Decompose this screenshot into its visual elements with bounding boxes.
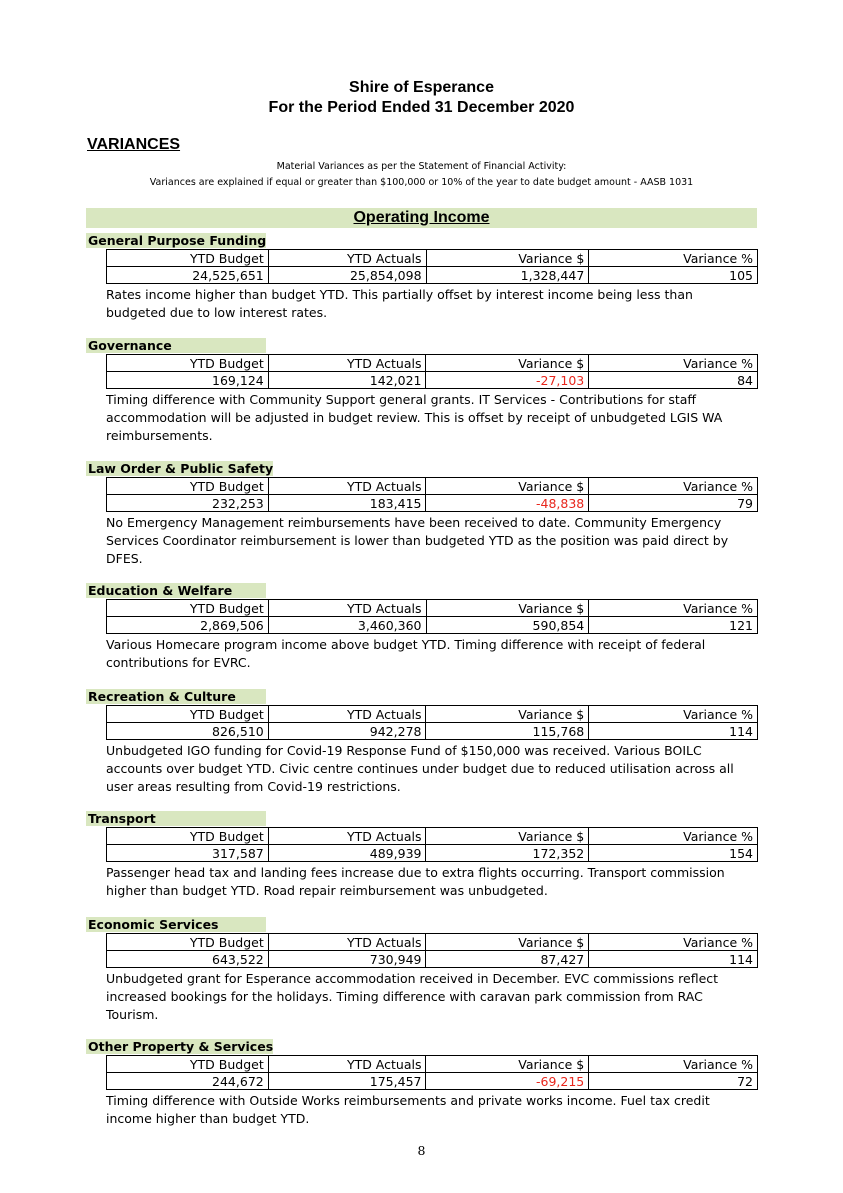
ytd-actuals-header: YTD Actuals [268,934,426,951]
ytd-budget-header: YTD Budget [107,934,269,951]
ytd-actuals-value: 175,457 [268,1073,426,1090]
variance-table [106,249,758,284]
variance-amount-header: Variance $ [426,478,589,495]
variance-amount-value: -69,215 [426,1073,589,1090]
ytd-budget-header: YTD Budget [107,250,269,267]
variances-heading: VARIANCES [87,136,181,153]
variance-table [106,933,758,968]
section-title: Recreation & Culture [86,689,266,704]
variance-amount-value: -48,838 [426,495,589,512]
ytd-actuals-value: 942,278 [268,723,426,740]
variance-amount-value: 590,854 [426,617,589,634]
table-header-row [107,828,758,845]
report-period: For the Period Ended 31 December 2020 [268,99,575,116]
variance-comment: Timing difference with Community Support general grants. IT Services - Contributions for staff accommodation will be adjusted in budget review. This is offset by receipt of unbudgeted LGIS WA reimbursements. [106,392,723,443]
variance-percent-value: 105 [589,267,758,284]
variance-percent-header: Variance % [589,1056,758,1073]
variance-percent-header: Variance % [589,706,758,723]
ytd-budget-value: 244,672 [107,1073,269,1090]
ytd-budget-header: YTD Budget [107,600,269,617]
ytd-budget-header: YTD Budget [107,478,269,495]
ytd-budget-value: 24,525,651 [107,267,269,284]
ytd-actuals-value: 25,854,098 [268,267,426,284]
table-header-row [107,478,758,495]
variance-amount-header: Variance $ [426,355,589,372]
table-row [107,845,758,862]
ytd-budget-value: 232,253 [107,495,269,512]
variance-comment: Unbudgeted grant for Esperance accommodation received in December. EVC commissions reflect increased bookings for the holidays. Timing difference with caravan park commission from RAC Tourism. [106,971,719,1022]
page-number: 8 [417,1143,426,1158]
variance-amount-value: 1,328,447 [426,267,589,284]
variance-comment: No Emergency Management reimbursements have been received to date. Community Emergency Services Coordinator reimbursement is lower than budgeted YTD as the position was paid direct by DFES. [106,515,729,566]
variance-comment: Rates income higher than budget YTD. This partially offset by interest income being less than budgeted due to low interest rates. [106,287,693,320]
variance-percent-value: 114 [589,723,758,740]
variance-section [86,580,758,672]
variance-percent-header: Variance % [589,250,758,267]
variance-amount-header: Variance $ [426,706,589,723]
table-row [107,372,758,389]
table-row [107,1073,758,1090]
section-title: Other Property & Services [88,1039,274,1054]
section-title: General Purpose Funding [88,233,267,248]
variance-amount-header: Variance $ [426,828,589,845]
table-row [107,617,758,634]
section-title: Transport [86,811,266,826]
variance-percent-value: 84 [589,372,758,389]
variance-percent-header: Variance % [589,934,758,951]
variance-section [86,458,758,568]
variance-percent-value: 114 [589,951,758,968]
table-row [107,267,758,284]
variance-section [86,1036,758,1128]
variance-table [106,827,758,862]
variance-amount-value: -27,103 [426,372,589,389]
ytd-actuals-header: YTD Actuals [268,478,426,495]
table-header-row [107,250,758,267]
variance-percent-header: Variance % [589,600,758,617]
variance-amount-header: Variance $ [426,600,589,617]
variance-amount-value: 172,352 [426,845,589,862]
ytd-actuals-header: YTD Actuals [268,600,426,617]
ytd-budget-value: 826,510 [107,723,269,740]
variance-section [86,230,758,322]
section-title: Law Order & Public Safety [88,461,274,476]
ytd-actuals-value: 183,415 [268,495,426,512]
section-title: Education & Welfare [86,583,266,598]
table-header-row [107,934,758,951]
variance-threshold-note: Variances are explained if equal or greater than $100,000 or 10% of the year to date budget amount - AASB 1031 [149,177,694,188]
ytd-actuals-value: 142,021 [268,372,426,389]
ytd-actuals-header: YTD Actuals [268,706,426,723]
variance-table [106,599,758,634]
variance-section [86,808,758,900]
ytd-budget-header: YTD Budget [107,828,269,845]
variance-percent-value: 72 [589,1073,758,1090]
operating-income-banner [86,208,757,228]
ytd-budget-header: YTD Budget [107,706,269,723]
variance-table [106,354,758,389]
ytd-budget-header: YTD Budget [107,355,269,372]
table-header-row [107,706,758,723]
variance-amount-value: 115,768 [426,723,589,740]
variance-table [106,705,758,740]
operating-income-heading: Operating Income [353,209,490,226]
variance-percent-header: Variance % [589,355,758,372]
variance-amount-header: Variance $ [426,934,589,951]
variance-percent-value: 121 [589,617,758,634]
table-row [107,951,758,968]
section-title: Economic Services [86,917,266,932]
ytd-actuals-value: 730,949 [268,951,426,968]
variance-comment: Various Homecare program income above budget YTD. Timing difference with receipt of federal contributions for EVRC. [106,637,706,670]
ytd-actuals-header: YTD Actuals [268,250,426,267]
variance-amount-header: Variance $ [426,250,589,267]
variance-percent-value: 154 [589,845,758,862]
report-header [0,78,843,118]
variance-section [86,914,758,1024]
variance-comment: Unbudgeted IGO funding for Covid-19 Response Fund of $150,000 was received. Various BOILC accounts over budget YTD. Civic centre continues under budget due to reduced utilisation across all user areas resulting from Covid-19 restrictions. [106,743,734,794]
ytd-actuals-header: YTD Actuals [268,1056,426,1073]
table-row [107,495,758,512]
variance-percent-header: Variance % [589,828,758,845]
ytd-actuals-header: YTD Actuals [268,828,426,845]
ytd-budget-header: YTD Budget [107,1056,269,1073]
ytd-budget-value: 317,587 [107,845,269,862]
variance-section [86,686,758,796]
variance-amount-header: Variance $ [426,1056,589,1073]
variance-comment: Timing difference with Outside Works reimbursements and private works income. Fuel tax credit income higher than budget YTD. [106,1093,710,1126]
ytd-budget-value: 643,522 [107,951,269,968]
variance-comment: Passenger head tax and landing fees increase due to extra flights occurring. Transport commission higher than budget YTD. Road repair reimbursement was unbudgeted. [106,865,725,898]
table-header-row [107,600,758,617]
variance-percent-header: Variance % [589,478,758,495]
table-header-row [107,355,758,372]
variance-amount-value: 87,427 [426,951,589,968]
material-variance-note: Material Variances as per the Statement of Financial Activity: [276,161,567,172]
ytd-actuals-header: YTD Actuals [268,355,426,372]
variance-table [106,477,758,512]
table-header-row [107,1056,758,1073]
ytd-budget-value: 169,124 [107,372,269,389]
variance-section [86,335,758,445]
section-title: Governance [86,338,266,353]
ytd-actuals-value: 3,460,360 [268,617,426,634]
variance-table [106,1055,758,1090]
variance-percent-value: 79 [589,495,758,512]
ytd-actuals-value: 489,939 [268,845,426,862]
report-title: Shire of Esperance [349,79,494,96]
table-row [107,723,758,740]
ytd-budget-value: 2,869,506 [107,617,269,634]
